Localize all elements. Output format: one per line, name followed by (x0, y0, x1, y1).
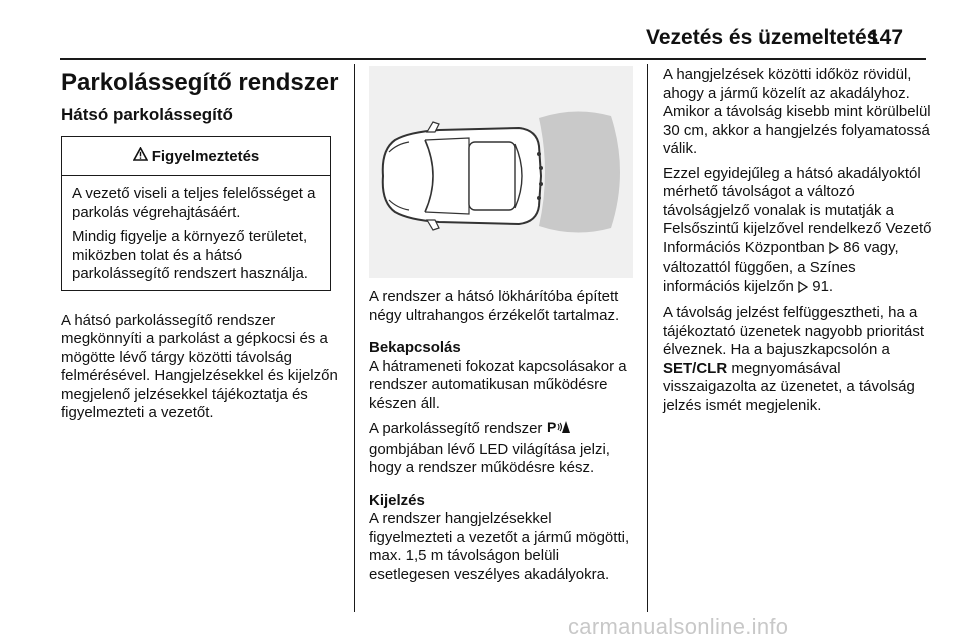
column-1 (61, 68, 347, 429)
text-fragment: A parkolássegítő rendszer (369, 420, 543, 437)
column-2 (369, 66, 633, 590)
warning-header (62, 137, 330, 176)
text-fragment: megnyomásával visszaigazolta az üzenetet, a távolság jelzés ismét megjelenik. (663, 359, 915, 414)
text-fragment: Ezzel egyidejűleg a hátsó akadályoktól mérhető távolságot a változó távolságjelző vonalak is mutatják a Felsőszintű kijelzővel rendelkező Vezető Információs Központban (663, 164, 932, 256)
parking-assist-icon (547, 419, 571, 441)
page-reference[interactable]: 91. (812, 277, 834, 295)
text-fragment: gombjában lévő LED világítása jelzi, hogy a rendszer működésre kész. (369, 440, 610, 476)
body-paragraph: A hátrameneti fokozat kapcsolásakor a rendszer automatikusan működésre készen áll. (369, 357, 627, 412)
column-divider (647, 64, 648, 612)
body-paragraph: A rendszer hangjelzésekkel figyelmezteti a vezetőt a jármű mögötti, max. 1,5 m távolságon belüli esetlegesen veszélyes akadályokra. (369, 510, 630, 583)
running-header: Vezetés és üzemeltetés (646, 26, 879, 49)
page-reference-arrow-icon (798, 280, 808, 299)
svg-text:P: P (546, 419, 556, 435)
warning-paragraph: Mindig figyelje a környező területet, miközben tolat és a hátsó parkolássegítő rendszert használja. (72, 228, 308, 282)
car-sensor-illustration (369, 66, 633, 278)
text-fragment: A távolság jelzést felfüggesztheti, ha a tájékoztató üzenetek nagyobb prioritást élveznek. Ha a bajuszkapcsolón a (663, 304, 924, 358)
subheading: Kijelzés (369, 491, 425, 509)
page-reference[interactable]: 86 (843, 238, 860, 256)
button-name: SET/CLR (663, 359, 728, 377)
header-rule (60, 58, 926, 60)
page-reference-arrow-icon (829, 241, 839, 260)
body-paragraph: A hangjelzések közötti időköz rövidül, ahogy a jármű közelít az akadályhoz. Amikor a távolság kisebb mint körülbelül 30 cm, akkor a hangjelzés folyamatossá válik. (663, 66, 931, 157)
watermark: carmanualsonline.info (568, 614, 789, 639)
section-title: Parkolássegítő rendszer (61, 69, 339, 96)
column-divider (354, 64, 355, 612)
subsection-title: Hátsó parkolássegítő (61, 105, 233, 124)
body-paragraph: A rendszer a hátsó lökhárítóba épített négy ultrahangos érzékelőt tartalmaz. (369, 288, 620, 324)
warning-paragraph: A vezető viseli a teljes felelősséget a parkolás végrehajtásáért. (72, 185, 316, 221)
subheading: Bekapcsolás (369, 339, 461, 356)
warning-body (62, 176, 330, 290)
warning-triangle-icon (133, 147, 148, 165)
page-number: 147 (868, 26, 904, 49)
column-3 (663, 66, 933, 421)
body-paragraph (663, 165, 933, 299)
body-paragraph (663, 304, 933, 415)
body-paragraph (369, 419, 633, 478)
text-fragment: vagy, változattól függően, a Színes információs kijelzőn (663, 238, 899, 295)
body-paragraph: A hátsó parkolássegítő rendszer megkönnyíti a parkolást a gépkocsi és a mögötte lévő tárgy közötti távolság felmérésével. Hangjelzésekkel és kijelzőn megjelenő jelzésekkel tájékoztatja és figyelmezteti a vezetőt. (61, 311, 338, 421)
warning-box (61, 136, 331, 291)
warning-heading: Figyelmeztetés (151, 147, 260, 165)
